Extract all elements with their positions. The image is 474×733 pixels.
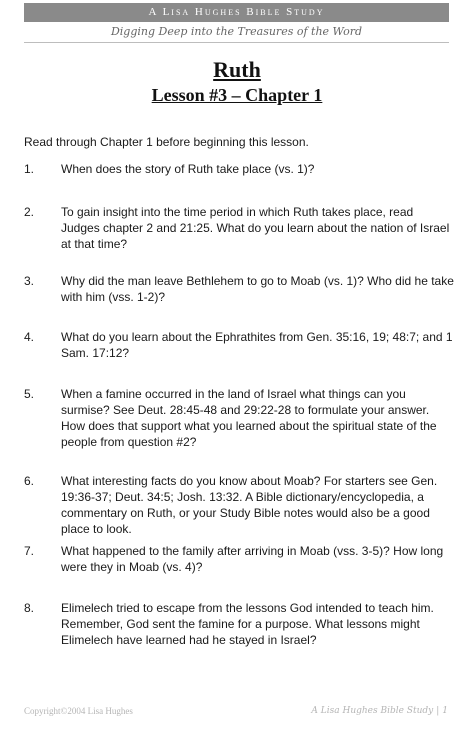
question-text: When does the story of Ruth take place (vs. 1)? (61, 162, 315, 176)
footer-right (311, 706, 448, 716)
intro-text: Read through Chapter 1 before beginning this lesson. (24, 135, 309, 149)
header-divider (24, 42, 449, 43)
page-number: 1 (442, 706, 448, 716)
question-text: When a famine occurred in the land of Israel what things can you surmise? See Deut. 28:45-48 and 29:22-28 to formulate your answer. How does that support what you learned about the spiritual state of the people from question #2? (61, 387, 437, 449)
footer-copyright: Copyright©2004 Lisa Hughes (24, 706, 133, 716)
question-number: 7. (24, 544, 35, 558)
question-number: 5. (24, 387, 35, 401)
question-text: What interesting facts do you know about Moab? For starters see Gen. 19:36-37; Deut. 34:5; Josh. 13:32. A Bible dictionary/encyclopedia, a commentary on Ruth, or your Study Bible notes would also be a good place to look. (61, 474, 438, 536)
question-number: 1. (24, 162, 35, 176)
question-number: 2. (24, 205, 35, 219)
question-number: 8. (24, 601, 35, 615)
page-title: Ruth (213, 57, 261, 82)
question-text: What do you learn about the Ephrathites from Gen. 35:16, 19; 48:7; and 1 Sam. 17:12? (61, 330, 453, 360)
question-number: 4. (24, 330, 35, 344)
lesson-subtitle: Lesson #3 – Chapter 1 (151, 85, 323, 105)
question-text: What happened to the family after arriving in Moab (vss. 3-5)? How long were they in Moab (vs. 4)? (61, 544, 444, 574)
header-tagline: Digging Deep into the Treasures of the Word (110, 25, 363, 38)
footer-separator: | (436, 706, 440, 716)
question-number: 3. (24, 274, 35, 288)
question-number: 6. (24, 474, 35, 488)
footer-series: A Lisa Hughes Bible Study (311, 706, 434, 716)
question-text: Why did the man leave Bethlehem to go to Moab (vs. 1)? Who did he take with him (vss. 1-2)? (61, 274, 454, 304)
header-banner: A Lisa Hughes Bible Study (24, 3, 449, 22)
question-text: To gain insight into the time period in which Ruth takes place, read Judges chapter 2 and 21:25. What do you learn about the nation of Israel at that time? (61, 205, 450, 251)
question-text: Elimelech tried to escape from the lessons God intended to teach him. Remember, God sent the famine for a purpose. What lessons might Elimelech have learned had he stayed in Israel? (61, 601, 434, 647)
